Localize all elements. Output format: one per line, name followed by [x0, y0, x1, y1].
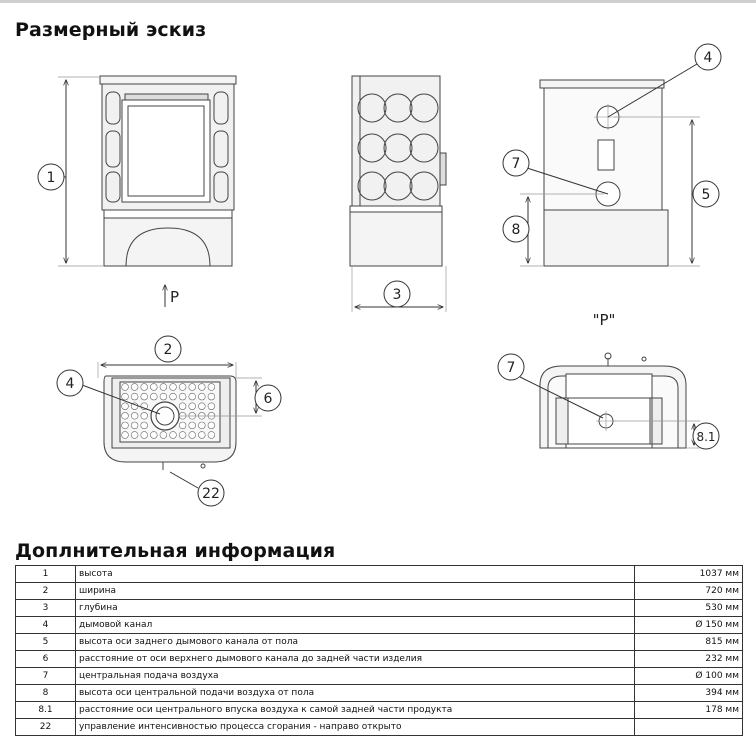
spec-number: 22	[16, 719, 76, 736]
callout-3	[384, 281, 410, 307]
table-row	[16, 685, 743, 702]
front-view	[58, 76, 236, 307]
table-row	[16, 617, 743, 634]
callout-7	[503, 150, 529, 176]
spec-value: Ø 100 мм	[635, 668, 743, 685]
p-arrow-label: P	[170, 288, 180, 306]
spec-value: 394 мм	[635, 685, 743, 702]
callout-label: 5	[701, 187, 711, 203]
info-title: Доплнительная информация	[15, 540, 336, 562]
spec-number: 8.1	[16, 702, 76, 719]
spec-number: 2	[16, 583, 76, 600]
spec-description: управление интенсивностью процесса сгорания - направо открыто	[76, 719, 635, 736]
spec-value: 232 мм	[635, 651, 743, 668]
dimension-drawing	[0, 40, 756, 510]
spec-value: 720 мм	[635, 583, 743, 600]
callout-7	[498, 354, 524, 380]
callout-1	[38, 164, 64, 190]
spec-number: 7	[16, 668, 76, 685]
spec-value: 815 мм	[635, 634, 743, 651]
spec-description: центральная подача воздуха	[76, 668, 635, 685]
spec-number: 8	[16, 685, 76, 702]
top-border	[0, 0, 756, 3]
callout-label: 4	[703, 50, 713, 66]
callout-label: 4	[65, 376, 75, 392]
table-row	[16, 719, 743, 736]
callout-label: 7	[506, 360, 516, 376]
spec-number: 1	[16, 566, 76, 583]
sketch-title: Размерный эскиз	[15, 19, 207, 41]
callout-label: 8	[511, 222, 521, 238]
spec-description: высота	[76, 566, 635, 583]
spec-description: ширина	[76, 583, 635, 600]
spec-description: высота оси заднего дымового канала от пола	[76, 634, 635, 651]
table-row	[16, 634, 743, 651]
spec-description: дымовой канал	[76, 617, 635, 634]
spec-description: высота оси центральной подачи воздуха от пола	[76, 685, 635, 702]
spec-number: 6	[16, 651, 76, 668]
spec-description: расстояние от оси верхнего дымового канала до задней части изделия	[76, 651, 635, 668]
table-row	[16, 566, 743, 583]
spec-table	[15, 565, 743, 736]
spec-value: 1037 мм	[635, 566, 743, 583]
side-view	[350, 76, 446, 312]
spec-description: глубина	[76, 600, 635, 617]
spec-value: 178 мм	[635, 702, 743, 719]
top-view	[82, 362, 262, 488]
spec-description: расстояние оси центрального впуска воздуха к самой задней части продукта	[76, 702, 635, 719]
spec-value	[635, 719, 743, 736]
view-p-label: "P"	[592, 311, 616, 329]
table-row	[16, 702, 743, 719]
callout-label: 22	[202, 486, 220, 502]
callout-4	[695, 44, 721, 70]
callout-label: 7	[511, 156, 521, 172]
callout-5	[693, 181, 719, 207]
rear-top-view	[520, 353, 700, 448]
callout-8-1	[693, 423, 719, 449]
callout-label: 8.1	[696, 430, 716, 444]
callout-4	[57, 370, 83, 396]
spec-number: 5	[16, 634, 76, 651]
callout-22	[198, 480, 224, 506]
callout-label: 3	[392, 287, 402, 303]
table-row	[16, 583, 743, 600]
table-row	[16, 600, 743, 617]
callout-label: 6	[263, 391, 273, 407]
spec-value: Ø 150 мм	[635, 617, 743, 634]
table-row	[16, 651, 743, 668]
back-view	[520, 64, 700, 266]
spec-value: 530 мм	[635, 600, 743, 617]
callout-label: 1	[46, 170, 56, 186]
callout-8	[503, 216, 529, 242]
callout-6	[255, 385, 281, 411]
spec-number: 3	[16, 600, 76, 617]
callout-label: 2	[163, 342, 173, 358]
table-row	[16, 668, 743, 685]
spec-number: 4	[16, 617, 76, 634]
callout-2	[155, 336, 181, 362]
